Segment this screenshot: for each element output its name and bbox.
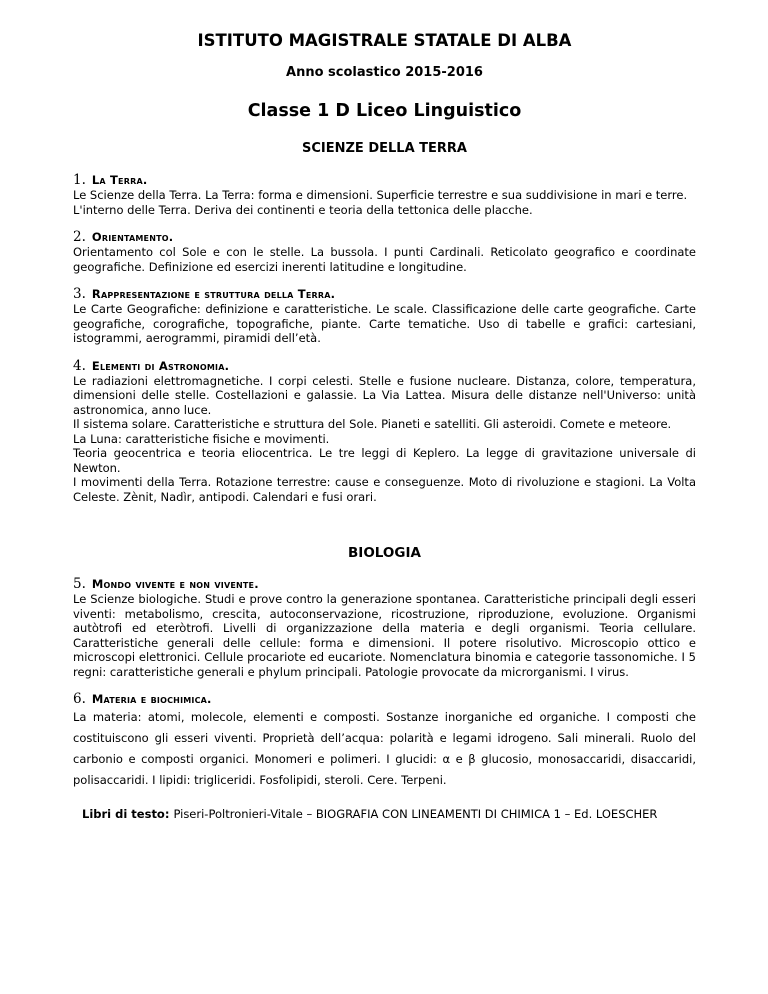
section-title: Orientamento. bbox=[91, 230, 174, 244]
section-4 bbox=[73, 358, 696, 505]
section-title: Rappresentazione e struttura della Terra. bbox=[91, 287, 336, 301]
section-text: Le radiazioni elettromagnetiche. I corpi celesti. Stelle e fusione nucleare. Distanza, colore, temperatura, dimensioni delle stelle. Costellazioni e galassie. La Via Lattea. Misura delle distanze nell'Universo: unità astronomica, anno luce. bbox=[73, 373, 696, 417]
school-title: ISTITUTO MAGISTRALE STATALE DI ALBA bbox=[197, 31, 572, 50]
section-heading bbox=[73, 229, 696, 245]
section-text: Le Carte Geografiche: definizione e caratteristiche. Le scale. Classificazione delle carte geografiche. Carte geografiche, corografiche, topografiche, piante. Carte tematiche. Uso di tabelle e grafici: cartesiani, istogrammi, aerogrammi, piramidi dell’età. bbox=[73, 302, 696, 345]
textbooks-label: Libri di testo: bbox=[82, 807, 170, 821]
section-1 bbox=[73, 172, 696, 217]
section-text: La Luna: caratteristiche fisiche e movimenti. bbox=[73, 431, 330, 446]
section-text: L'interno delle Terra. Deriva dei continenti e teoria della tettonica delle placche. bbox=[73, 202, 533, 217]
section-text: Le Scienze della Terra. La Terra: forma e dimensioni. Superficie terrestre e sua suddivisione in mari e terre. bbox=[73, 188, 688, 202]
section-heading bbox=[73, 172, 696, 188]
section-heading bbox=[73, 576, 696, 592]
class-title: Classe 1 D Liceo Linguistico bbox=[247, 101, 522, 121]
section-number: 4. bbox=[73, 357, 86, 374]
section-text: Orientamento col Sole e con le stelle. La bussola. I punti Cardinali. Reticolato geografico e coordinate geografiche. Definizione ed esercizi inerenti latitudine e longitudine. bbox=[73, 245, 696, 274]
section-title: Elementi di Astronomia. bbox=[91, 358, 230, 373]
section-text: I movimenti della Terra. Rotazione terrestre: cause e conseguenze. Moto di rivoluzione e stagioni. La Volta Celeste. Zènit, Nadìr, antipodi. Calendari e fusi orari. bbox=[73, 475, 696, 504]
section-heading bbox=[73, 286, 696, 302]
textbooks bbox=[73, 807, 696, 822]
section-heading bbox=[73, 358, 696, 374]
section-title: La Terra. bbox=[91, 173, 148, 187]
document-page bbox=[73, 30, 696, 822]
section-heading bbox=[73, 691, 696, 707]
section-title: Mondo vivente e non vivente. bbox=[91, 577, 259, 591]
section-number: 1. bbox=[73, 172, 86, 188]
section-number: 2. bbox=[73, 229, 86, 245]
subject-title-biology: BIOLOGIA bbox=[348, 545, 421, 561]
section-text: Il sistema solare. Caratteristiche e struttura del Sole. Pianeti e satelliti. Gli asteroidi. Comete e meteore. bbox=[73, 417, 672, 431]
section-number: 6. bbox=[73, 691, 86, 707]
section-6 bbox=[73, 691, 696, 791]
section-2 bbox=[73, 229, 696, 274]
section-number: 5. bbox=[73, 576, 86, 592]
section-3 bbox=[73, 286, 696, 346]
textbooks-text: Piseri-Poltronieri-Vitale – BIOGRAFIA CON LINEAMENTI DI CHIMICA 1 – Ed. LOESCHER bbox=[173, 807, 658, 821]
school-year: Anno scolastico 2015-2016 bbox=[286, 65, 483, 80]
section-title: Materia e biochimica. bbox=[91, 692, 212, 706]
subject-title-earth-science: SCIENZE DELLA TERRA bbox=[302, 141, 467, 156]
section-text: Le Scienze biologiche. Studi e prove contro la generazione spontanea. Caratteristiche principali degli esseri viventi: metabolismo, crescita, autoconservazione, ricostruzione, riproduzione, evoluzione. Organismi autòtrofi ed eteròtrofi. Livelli di organizzazione della materia e degli organismi. Teoria cellulare. Caratteristiche generali delle cellule: forma e dimensioni. Il potere risolutivo. Microscopio ottico e microscopi elettronici. Cellule procariote ed eucariote. Nomenclatura binomia e categorie tassonomiche. I 5 regni: caratteristiche generali e phylum principali. Patologie provocate da microrganismi. I virus. bbox=[73, 592, 696, 679]
section-5 bbox=[73, 576, 696, 679]
section-text: La materia: atomi, molecole, elementi e composti. Sostanze inorganiche ed organiche. I composti che costituiscono gli esseri viventi. Proprietà dell’acqua: polarità e legami idrogeno. Sali minerali. Ruolo del carbonio e composti organici. Monomeri e polimeri. I glucidi: α e β glucosio, monosaccaridi, disaccaridi, polisaccaridi. I lipidi: trigliceridi. Fosfolipidi, steroli. Cere. Terpeni. bbox=[73, 710, 696, 787]
section-number: 3. bbox=[73, 286, 86, 302]
section-text: Teoria geocentrica e teoria eliocentrica. Le tre leggi di Keplero. La legge di gravitazione universale di Newton. bbox=[73, 446, 696, 475]
